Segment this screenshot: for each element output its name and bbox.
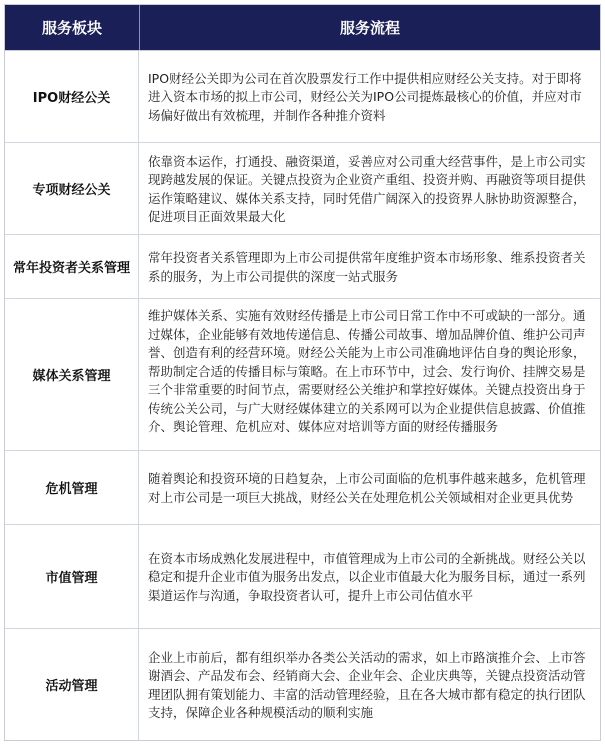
row-description: 在资本市场成熟化发展进程中，市值管理成为上市公司的全新挑战。财经公关以稳定和提升企业市值为服务出发点，以企业市值最大化为服务目标，通过一系列渠道运作与沟通，争取投资者认可，提升上市公司估值水平 (148, 550, 586, 603)
service-table (4, 4, 601, 741)
row-description: 维护媒体关系、实施有效财经传播是上市公司日常工作中不可或缺的一部分。通过媒体，企业能够有效地传递信息、传播公司故事、增加品牌价值、维护公司声誉、创造有利的经营环境。财经公关能为上市公司准确地评估自身的舆论形象，帮助制定合适的传播目标与策略。在上市环节中，过会、发行询价、挂牌交易是三个非常重要的时间节点，需要财经公关维护和掌控好媒体。关键点投资出身于传统公关公司，与广大财经媒体建立的关系网可以为企业提供信息披露、价值推介、舆论管理、危机应对、媒体应对培训等方面的财经传播服务 (148, 308, 586, 434)
row-label: 市值管理 (5, 525, 139, 628)
row-description: 依靠资本运作，打通投、融资渠道，妥善应对公司重大经营事件，是上市公司实现跨越发展的保证。关键点投资为企业资产重组、投资并购、再融资等项目提供运作策略建议、媒体关系支持，同时凭借广阔深入的投资界人脉协助资源整合，促进项目正面效果最大化 (148, 153, 586, 224)
row-label: 专项财经公关 (5, 143, 139, 234)
header-service-segment: 服务板块 (5, 5, 140, 50)
table-row (5, 451, 600, 525)
table-row (5, 51, 600, 143)
table-row (5, 235, 600, 299)
header-service-process: 服务流程 (339, 19, 400, 37)
table-row (5, 629, 600, 740)
row-label: 常年投资者关系管理 (5, 235, 139, 298)
row-label: 媒体关系管理 (5, 299, 139, 450)
table-row (5, 143, 600, 235)
row-description: 随着舆论和投资环境的日趋复杂，上市公司面临的危机事件越来越多，危机管理对上市公司是一项巨大挑战，财经公关在处理危机公关领域相对企业更具优势 (148, 471, 586, 505)
row-description: IPO财经公关即为公司在首次股票发行工作中提供相应财经公关支持。对于即将进入资本市场的拟上市公司，财经公关为IPO公司提炼最核心的价值，并应对市场偏好做出有效梳理，并制作各种推介资料 (148, 70, 582, 123)
row-label: 活动管理 (5, 629, 139, 740)
row-description: 企业上市前后，都有组织举办各类公关活动的需求，如上市路演推介会、上市答谢酒会、产品发布会、经销商大会、企业年会、企业庆典等，关键点投资活动管理团队拥有策划能力、丰富的活动管理经验，且在各大城市都有稳定的执行团队支持，保障企业各种规模活动的顺利实施 (148, 649, 586, 720)
row-label: 危机管理 (5, 451, 139, 524)
table-row (5, 525, 600, 629)
row-description: 常年投资者关系管理即为上市公司提供常年度维护资本市场形象、维系投资者关系的服务，为上市公司提供的深度一站式服务 (148, 250, 586, 284)
table-row (5, 299, 600, 451)
row-label: IPO财经公关 (5, 51, 139, 142)
table-header (5, 5, 600, 51)
